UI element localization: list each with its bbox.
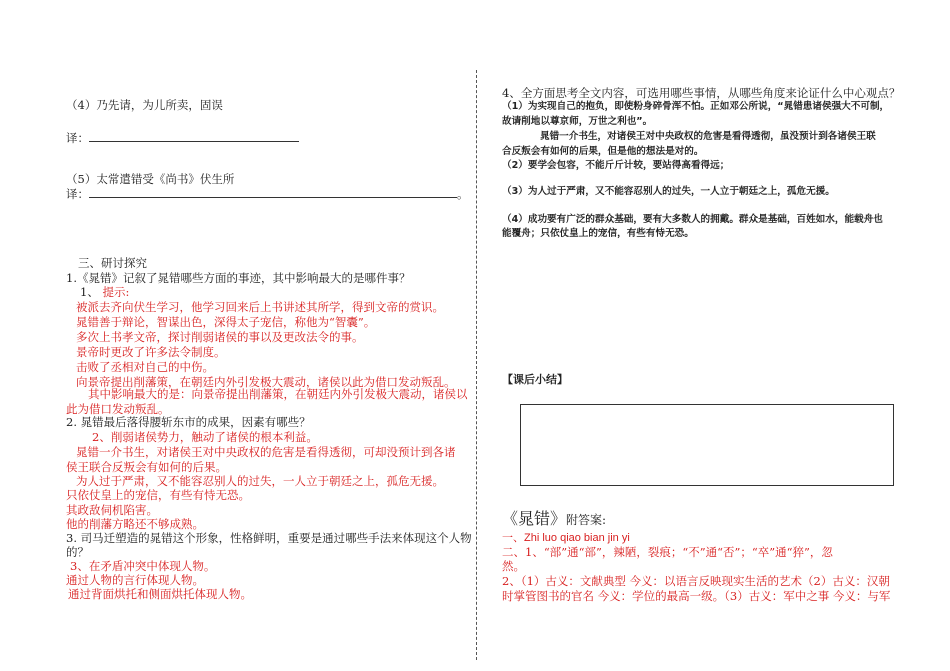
answer-line: 其政敌伺机陷害。 xyxy=(66,503,158,517)
column-divider xyxy=(476,70,477,660)
answer-line: 其中影响最大的是：向景帝提出削藩策，在朝廷内外引发极大震动，诸侯以 xyxy=(88,387,468,401)
answer-line: 3、在矛盾冲突中体现人物。 xyxy=(70,559,216,573)
answer-line: 向景帝提出削藩策，在朝廷内外引发极大震动，诸侯以此为借口发动叛乱。 xyxy=(76,375,456,389)
answer-line: 被派去齐向伏生学习，他学习回来后上书讲述其所学，得到文帝的赏识。 xyxy=(76,300,444,314)
point-4: （4）成功要有广泛的群众基础，要有大多数人的拥戴。群众是基础，百姓如水，能载舟也 xyxy=(502,214,883,225)
answer-line: 他的削藩方略还不够成熟。 xyxy=(66,517,204,531)
point-2: （2）要学会包容，不能斤斤计较，要站得高看得远； xyxy=(502,160,730,171)
answer-line: 晁错一介书生，对诸侯王对中央政权的危害是看得透彻，可却没预计到各诸 xyxy=(76,445,456,459)
research-question-2: 2. 晁错最后落得腰斩东市的成果，因素有哪些？ xyxy=(66,415,311,429)
answer-line: 2、削弱诸侯势力，触动了诸侯的根本利益。 xyxy=(92,430,318,444)
translation-label: 译： xyxy=(66,187,89,201)
hint-text: 提示: xyxy=(98,285,130,299)
answer-line: 为人过于严肃，又不能容忍别人的过失，一人立于朝廷之上，孤危无援。 xyxy=(76,474,444,488)
translation-4 xyxy=(66,130,299,145)
research-question-3: 3. 司马迁塑造的晁错这个形象，性格鲜明，重要是通过哪些手法来体现这个人物 xyxy=(66,531,472,545)
point-1: （1）为实现自己的抱负，即使粉身碎骨浑不怕。正如邓公所说，“晁错患诸侯强大不可制， xyxy=(502,101,890,112)
point-1-detail-cont: 合反叛会有如何的后果，但是他的想法是对的。 xyxy=(502,146,704,157)
point-4-cont: 能覆舟；只依仗皇上的宠信，有些有恃无恐。 xyxy=(502,228,694,239)
answer-line: 击败了丞相对自己的中伤。 xyxy=(76,360,214,374)
answer-blank[interactable] xyxy=(89,130,299,142)
question-5: （5）太常遣错受《尚书》伏生所 xyxy=(66,172,235,186)
answer-2-cont: 然。 xyxy=(502,559,525,573)
answer-line: 侯王联合反叛会有如何的后果。 xyxy=(66,460,227,474)
summary-heading: 【课后小结】 xyxy=(502,373,568,386)
answer-title-row xyxy=(502,506,606,529)
translation-label: 译： xyxy=(66,131,89,145)
section-heading: 三、研讨探究 xyxy=(78,256,147,270)
answer-1: 一、Zhi luo qiao bian jin yi xyxy=(502,532,630,544)
answer-title-suffix: 附答案: xyxy=(566,513,607,527)
point-1-cont: 故请削地以尊京师，万世之利也”。 xyxy=(502,116,653,127)
research-question-1: 1.《晁错》记叙了晁错哪些方面的事迹，其中影响最大的是哪件事？ xyxy=(66,271,411,285)
question-4: （4）乃先请，为儿所卖，固误 xyxy=(66,98,223,112)
answer-line: 通过背面烘托和侧面烘托体现人物。 xyxy=(68,587,252,601)
answer-blank[interactable] xyxy=(89,186,457,198)
question-4-heading: 4、全方面思考全文内容，可选用哪些事情，从哪些角度来论证什么中心观点？ xyxy=(502,86,901,100)
answer-line: 只依仗皇上的宠信，有些有恃无恐。 xyxy=(66,488,250,502)
answer-title: 《晁错》 xyxy=(502,509,567,528)
translation-5 xyxy=(66,186,469,201)
answer-2: 二、1、“部”通“部”，辣陋，裂痕；“不”通“否”；“卒”通“猝”，忽 xyxy=(502,545,833,559)
period: 。 xyxy=(457,187,469,201)
answer-3-cont: 时掌管图书的官名 今义：学位的最高一级。（3）古义：军中之事 今义：与军 xyxy=(502,589,891,603)
hint-number: 1、 xyxy=(80,285,99,299)
answer-line: 通过人物的言行体现人物。 xyxy=(66,573,204,587)
answer-line: 晁错善于辩论，智谋出色，深得太子宠信，称他为“智囊”。 xyxy=(76,315,376,329)
answer-3: 2、（1）古义：文献典型 今义：以语言反映现实生活的艺术（2）古义：汉朝 xyxy=(502,574,890,588)
summary-box[interactable] xyxy=(520,404,894,486)
hint-label xyxy=(80,285,129,299)
point-1-detail: 晁错一介书生，对诸侯王对中央政权的危害是看得透彻，虽没预计到各诸侯王联 xyxy=(540,131,876,142)
answer-line: 此为借口发动叛乱。 xyxy=(66,402,170,416)
research-question-3-cont: 的？ xyxy=(66,545,89,559)
answer-line: 景帝时更改了许多法令制度。 xyxy=(76,345,226,359)
answer-line: 多次上书孝文帝，探讨削弱诸侯的事以及更改法令的事。 xyxy=(76,330,364,344)
point-3: （3）为人过于严肃，又不能容忍别人的过失，一人立于朝廷之上，孤危无援。 xyxy=(502,186,835,197)
